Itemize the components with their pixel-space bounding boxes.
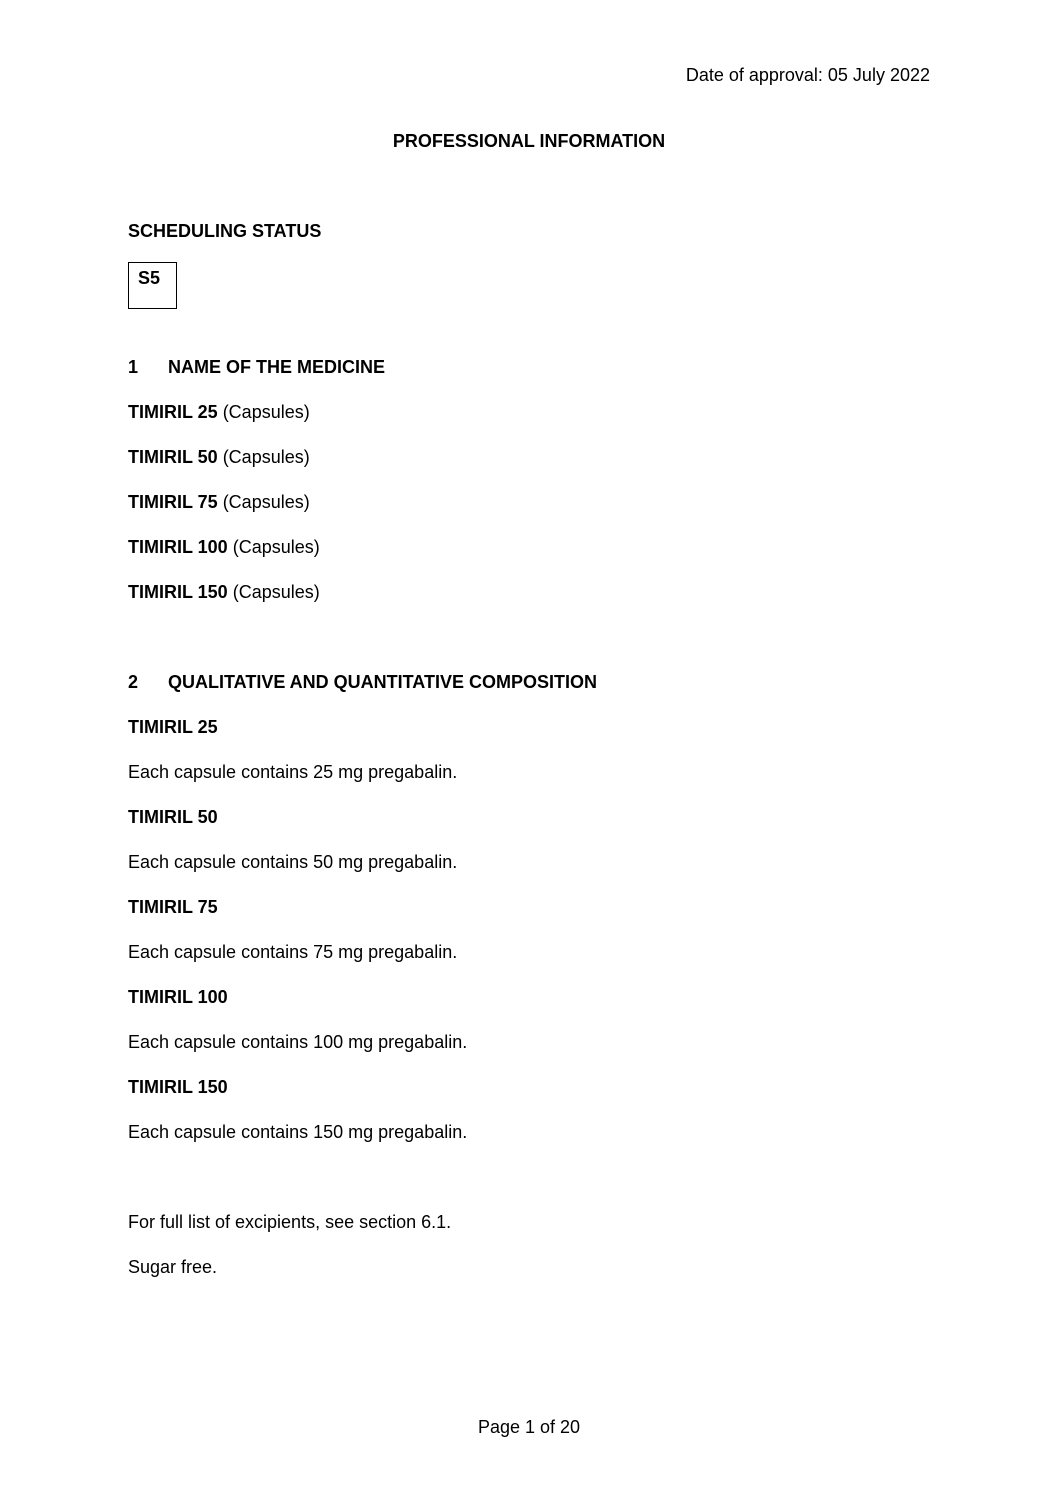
medicine-name: TIMIRIL 100 xyxy=(128,537,228,557)
composition-content: Each capsule contains 50 mg pregabalin. xyxy=(128,852,458,872)
approval-date: Date of approval: 05 July 2022 xyxy=(685,65,930,85)
composition-product-name: TIMIRIL 150 xyxy=(128,1077,228,1097)
section-1-title: NAME OF THE MEDICINE xyxy=(168,357,386,377)
medicine-form: (Capsules) xyxy=(227,582,320,602)
document-title: PROFESSIONAL INFORMATION xyxy=(392,131,666,151)
composition-product-name: TIMIRIL 50 xyxy=(128,807,218,827)
page-number: Page 1 of 20 xyxy=(477,1417,581,1437)
medicine-name-item xyxy=(128,493,310,511)
composition-product-name: TIMIRIL 25 xyxy=(128,717,218,737)
medicine-name-item xyxy=(128,448,310,466)
sugar-free-note: Sugar free. xyxy=(128,1257,218,1277)
composition-content: Each capsule contains 100 mg pregabalin. xyxy=(128,1032,468,1052)
excipients-note: For full list of excipients, see section 6.1. xyxy=(128,1212,452,1232)
medicine-name-item xyxy=(128,538,320,556)
medicine-form: (Capsules) xyxy=(217,447,310,467)
section-1-number: 1 xyxy=(128,357,139,377)
composition-content: Each capsule contains 25 mg pregabalin. xyxy=(128,762,458,782)
composition-product-name: TIMIRIL 100 xyxy=(128,987,228,1007)
medicine-form: (Capsules) xyxy=(227,537,320,557)
composition-content: Each capsule contains 75 mg pregabalin. xyxy=(128,942,458,962)
medicine-name: TIMIRIL 75 xyxy=(128,492,218,512)
medicine-form: (Capsules) xyxy=(217,492,310,512)
medicine-name: TIMIRIL 150 xyxy=(128,582,228,602)
scheduling-status-box xyxy=(128,262,177,309)
section-2-title: QUALITATIVE AND QUANTITATIVE COMPOSITION xyxy=(168,672,597,692)
scheduling-status-heading: SCHEDULING STATUS xyxy=(128,221,322,241)
medicine-name: TIMIRIL 50 xyxy=(128,447,218,467)
composition-content: Each capsule contains 150 mg pregabalin. xyxy=(128,1122,468,1142)
medicine-name-item xyxy=(128,583,320,601)
composition-product-name: TIMIRIL 75 xyxy=(128,897,218,917)
medicine-name: TIMIRIL 25 xyxy=(128,402,218,422)
medicine-name-item xyxy=(128,403,310,421)
section-2-number: 2 xyxy=(128,672,139,692)
scheduling-status-value: S5 xyxy=(138,268,161,288)
medicine-form: (Capsules) xyxy=(217,402,310,422)
